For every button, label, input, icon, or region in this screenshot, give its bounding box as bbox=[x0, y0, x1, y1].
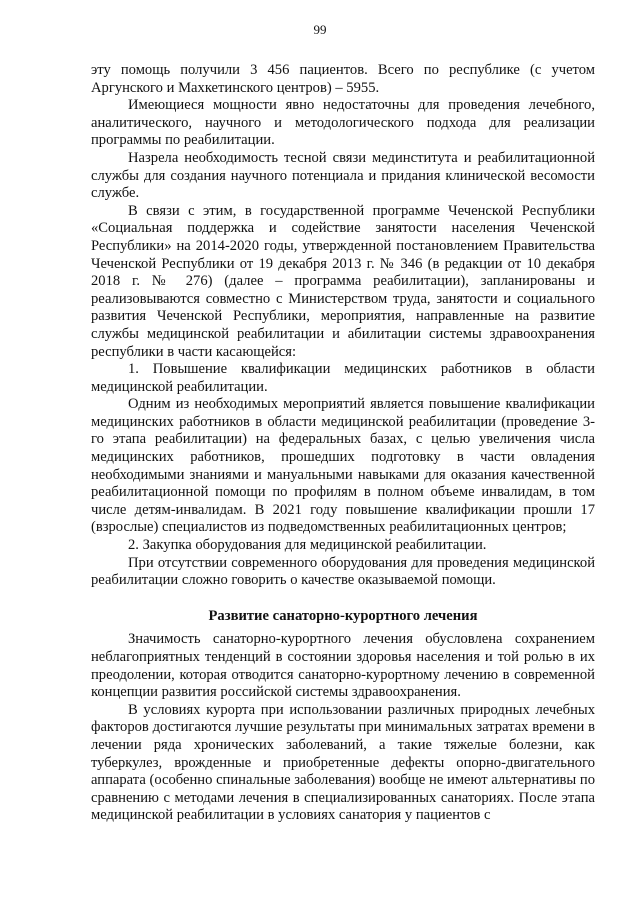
paragraph: Назрела необходимость тесной связи мединститута и реабилитационной службы для создания научного потенциала и придания клинической весомости службе. bbox=[91, 149, 595, 202]
paragraph: Одним из необходимых мероприятий является повышение квалификации медицинских работников в области медицинской реабилитации (проведение 3-го этапа реабилитации) на федеральных базах, с целью увеличения числа медицинских работников, прошедших подготовку в части овладения необходимыми знаниями и мануальными навыками для оказания качественной реабилитационной помощи по профилям в полном объеме инвалидам, в том числе детям-инвалидам. В 2021 году повышение квалификации прошли 17 (взрослые) специалистов из подведомственных реабилитационных центров; bbox=[91, 396, 595, 536]
list-item-paragraph: 1. Повышение квалификации медицинских работников в области медицинской реабилитации. bbox=[91, 361, 595, 395]
list-item-paragraph: 2. Закупка оборудования для медицинской реабилитации. bbox=[128, 537, 487, 554]
paragraph: Значимость санаторно-курортного лечения обусловлена сохранением неблагоприятных тенденций в состоянии здоровья населения и той ролью в их преодолении, которая отводится санаторно-курортному лечению в современной концепции развития российской системы здравоохранения. bbox=[91, 631, 595, 701]
paragraph: эту помощь получили 3 456 пациентов. Всего по республике (с учетом Аргунского и Махкетинского центров) – 5955. bbox=[91, 62, 595, 96]
paragraph: Имеющиеся мощности явно недостаточны для проведения лечебного, аналитического, научного и методологического подхода для реализации программы по реабилитации. bbox=[91, 97, 595, 149]
document-body bbox=[91, 62, 595, 825]
section-heading: Развитие санаторно-курортного лечения bbox=[208, 607, 478, 624]
paragraph: При отсутствии современного оборудования для проведения медицинской реабилитации сложно говорить о качестве оказываемой помощи. bbox=[91, 554, 595, 589]
page-number: 99 bbox=[313, 22, 327, 37]
paragraph: В связи с этим, в государственной программе Чеченской Республики «Социальная поддержка и содействие занятости населения Чеченской Республики» на 2014-2020 годы, утвержденной постановлением Правительства Чеченской Республики от 19 декабря 2013 г. № 346 (в редакции от 10 декабря 2018 г. № 276) (далее – программа реабилитации), запланированы и реализовываются совместно с Министерством труда, занятости и социального развития Чеченской Республики, мероприятия, направленные на развитие службы медицинской реабилитации и абилитации системы здравоохранения республики в части касающейся: bbox=[91, 202, 595, 360]
paragraph: В условиях курорта при использовании различных природных лечебных факторов достигаются лучшие результаты при минимальных затратах времени в лечении ряда хронических заболеваний, а такие тяжелые болезни, как туберкулез, врожденные и приобретенные дефекты опорно-двигательного аппарата (особенно спинальные заболевания) вообще не имеют альтернативы по сравнению с методами лечения в специализированных санаториях. После этапа медицинской реабилитации в условиях санатория у пациентов с bbox=[91, 701, 595, 824]
